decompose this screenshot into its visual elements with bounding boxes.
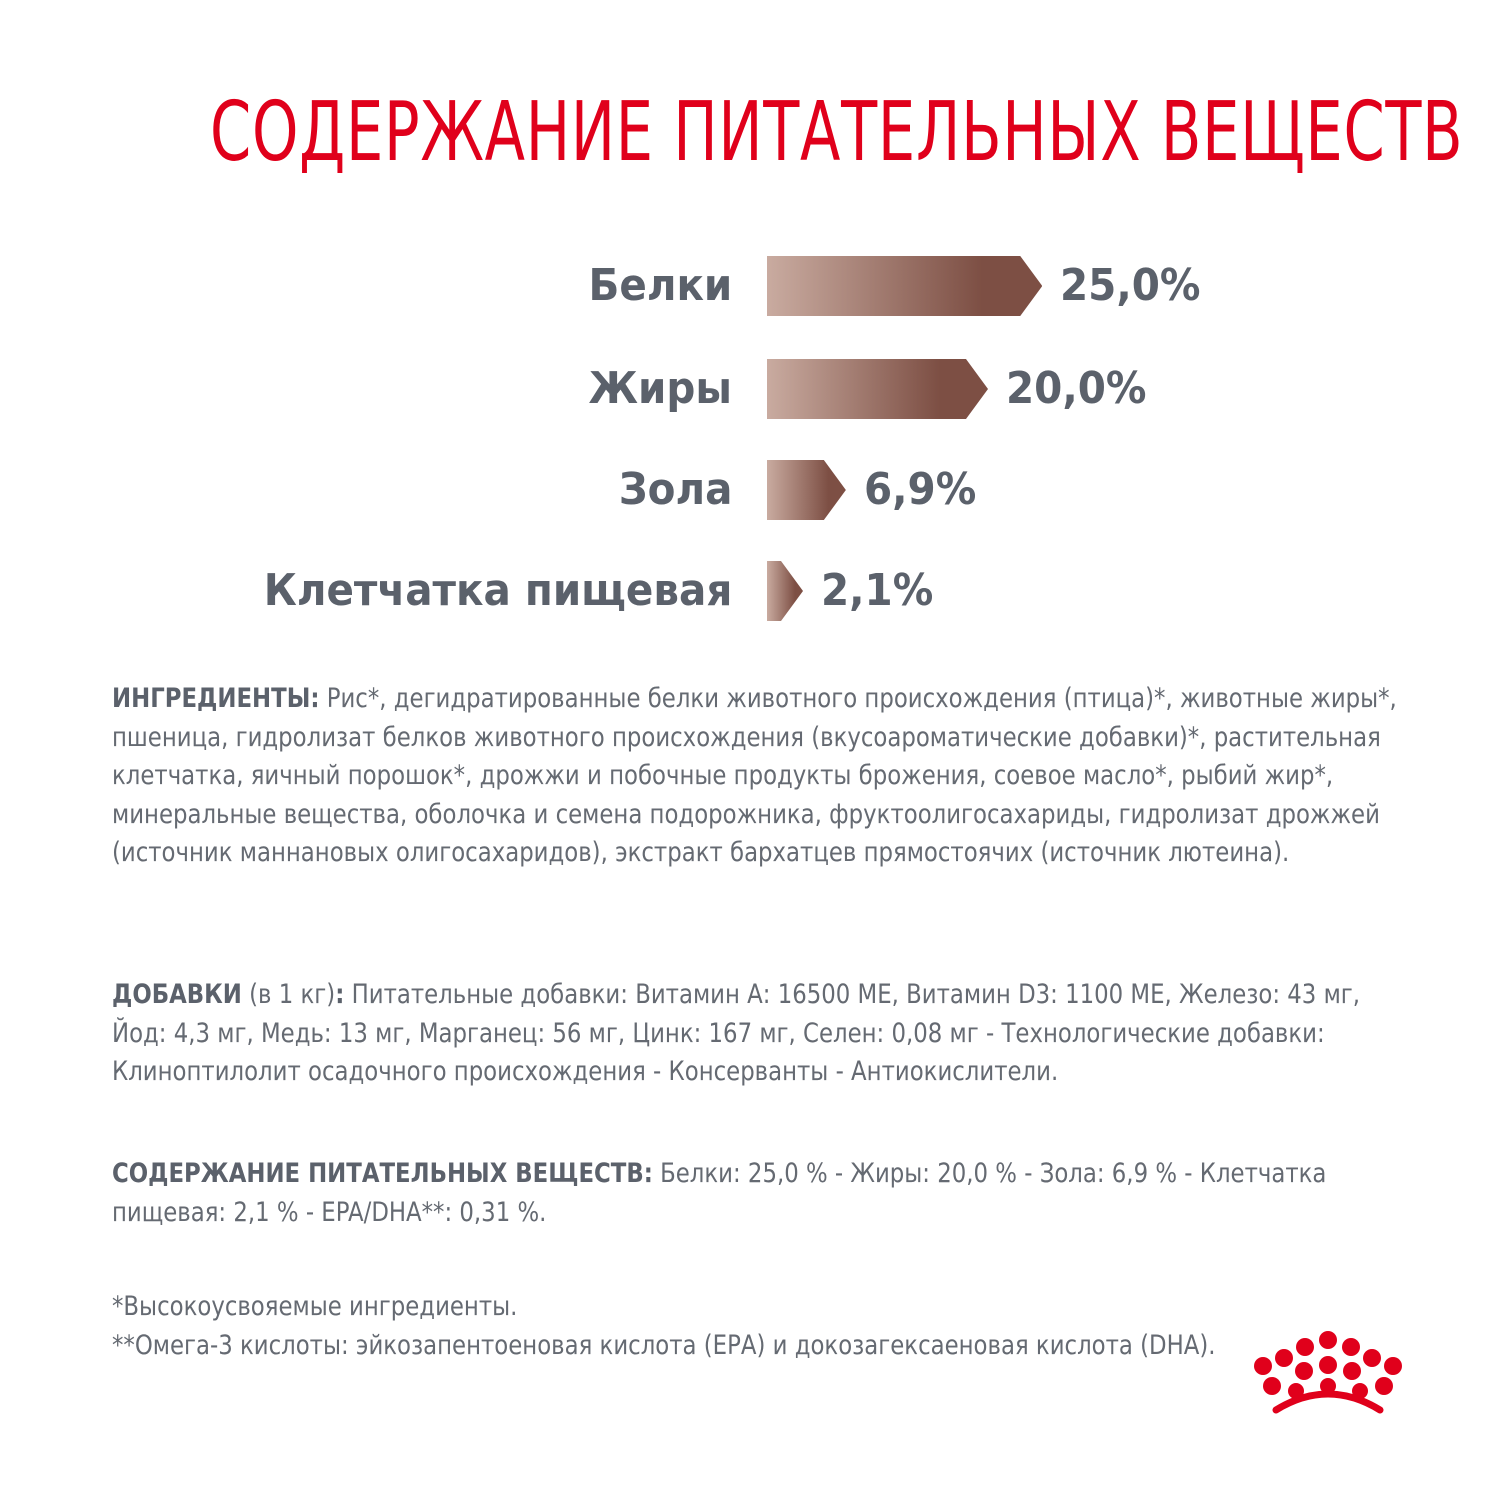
page-title: СОДЕРЖАНИЕ ПИТАТЕЛЬНЫХ ВЕЩЕСТВ bbox=[210, 85, 1464, 180]
ingredients-paragraph bbox=[112, 680, 1412, 873]
bar-row bbox=[0, 359, 1500, 419]
nutrients-paragraph bbox=[112, 1155, 1412, 1232]
bar bbox=[767, 460, 846, 520]
nutrients-text: Белки: 25,0 % - Жиры: 20,0 % - Зола: 6,9 % - Клетчатка пищевая: 2,1 % - EPA/DHA**: 0,31 %. bbox=[112, 1158, 1327, 1228]
bar bbox=[767, 359, 988, 419]
bar-category-label: Белки bbox=[588, 260, 732, 311]
bar-row bbox=[0, 256, 1500, 316]
additives-paragraph bbox=[112, 976, 1412, 1092]
ingredients-label: ИНГРЕДИЕНТЫ: bbox=[112, 683, 320, 714]
bar-category-label: Зола bbox=[618, 464, 732, 515]
bar bbox=[767, 256, 1042, 316]
bar-value-label: 2,1% bbox=[821, 565, 934, 616]
royal-canin-crown-icon bbox=[1252, 1330, 1404, 1418]
additives-colon: : bbox=[335, 979, 345, 1010]
bar-category-label: Клетчатка пищевая bbox=[263, 565, 732, 616]
additives-label: ДОБАВКИ bbox=[112, 979, 242, 1010]
bar-value-label: 6,9% bbox=[863, 464, 977, 515]
bar-category-label: Жиры bbox=[588, 363, 732, 414]
bar-value-label: 25,0% bbox=[1060, 260, 1201, 311]
footnote-2: **Омега-3 кислоты: эйкозапентоеновая кислота (ЕРА) и докозагексаеновая кислота (DHA). bbox=[112, 1329, 1216, 1361]
bar-value-label: 20,0% bbox=[1006, 363, 1147, 414]
additives-text: Питательные добавки: Витамин А: 16500 МЕ, Витамин D3: 1100 МЕ, Железо: 43 мг, Йод: 4,3 мг, Медь: 13 мг, Марганец: 56 мг, Цинк: 167 мг, Селен: 0,08 мг - Технологические добавки: Клиноптилолит осадочного происхождения - Консерванты - Антиокислители. bbox=[112, 979, 1361, 1087]
bar bbox=[767, 561, 803, 621]
ingredients-text: Рис*, дегидратированные белки животного происхождения (птица)*, животные жиры*, пшеница, гидролизат белков животного происхождения (вкусоароматические добавки)*, растительная клетчатка, яичный порошок*, дрожжи и побочные продукты брожения, соевое масло*, рыбий жир*, минеральные вещества, оболочка и семена подорожника, фруктоолигосахариды, гидролизат дрожжей (источник маннановых олигосахаридов), экстракт бархатцев прямостоячих (источник лютеина). bbox=[112, 683, 1397, 868]
nutrients-label: СОДЕРЖАНИЕ ПИТАТЕЛЬНЫХ ВЕЩЕСТВ: bbox=[112, 1158, 653, 1189]
footnotes bbox=[112, 1288, 1232, 1365]
additives-sub: (в 1 кг) bbox=[241, 979, 336, 1010]
footnote-1: *Высокоусвояемые ингредиенты. bbox=[112, 1291, 518, 1322]
bar-row bbox=[0, 460, 1500, 520]
bar-row bbox=[0, 561, 1500, 621]
